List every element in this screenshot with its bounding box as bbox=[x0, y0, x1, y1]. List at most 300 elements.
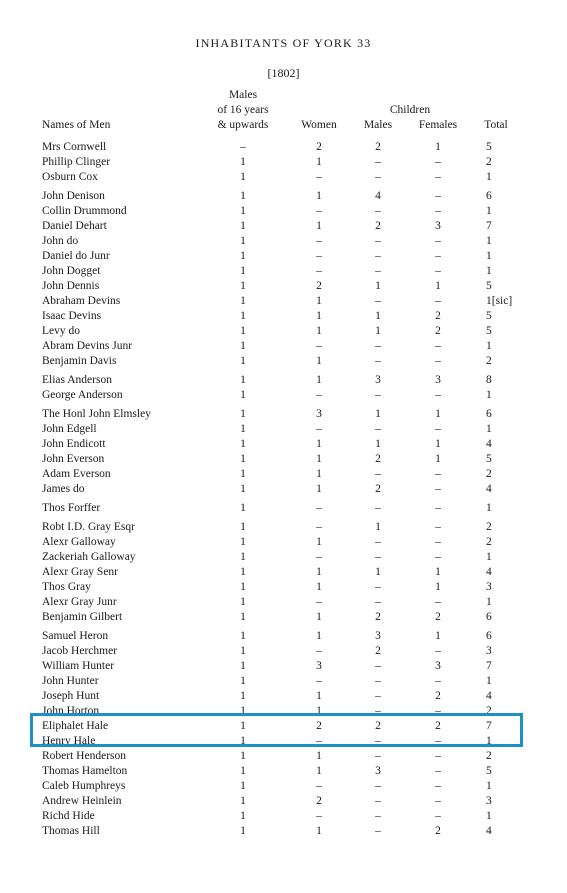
child-males-column-header: Males bbox=[363, 119, 393, 131]
row-total-cell: 1 bbox=[486, 205, 492, 217]
row-total-cell: 7 bbox=[486, 720, 492, 732]
row-cm-cell: – bbox=[375, 581, 381, 593]
row-women-cell: 1 bbox=[316, 310, 322, 322]
row-total-cell: 3 bbox=[486, 645, 492, 657]
table-row bbox=[0, 452, 567, 467]
row-cm-cell: 1 bbox=[375, 310, 381, 322]
row-total-cell: 1 bbox=[486, 675, 492, 687]
row-males-cell: 1 bbox=[240, 310, 246, 322]
row-cf-cell: 3 bbox=[435, 660, 441, 672]
row-cf-cell: – bbox=[435, 765, 441, 777]
row-cf-cell: 2 bbox=[435, 310, 441, 322]
row-cm-cell: – bbox=[375, 340, 381, 352]
row-name: Robert Henderson bbox=[42, 750, 126, 762]
row-cf-cell: – bbox=[435, 596, 441, 608]
row-total-cell: 1 bbox=[486, 423, 492, 435]
table-row bbox=[0, 437, 567, 452]
row-cm-cell: 1 bbox=[375, 280, 381, 292]
row-cf-cell: – bbox=[435, 265, 441, 277]
row-total-cell: 1 bbox=[486, 780, 492, 792]
row-males-cell: 1 bbox=[240, 596, 246, 608]
males-header-line2: of 16 years bbox=[217, 104, 269, 116]
row-cf-cell: 1 bbox=[435, 141, 441, 153]
row-cm-cell: – bbox=[375, 355, 381, 367]
row-name: Alexr Gray Junr bbox=[42, 596, 117, 608]
row-women-cell: 1 bbox=[316, 468, 322, 480]
row-women-cell: 1 bbox=[316, 750, 322, 762]
row-cm-cell: 2 bbox=[375, 141, 381, 153]
row-cm-cell: 1 bbox=[375, 438, 381, 450]
row-women-cell: – bbox=[316, 389, 322, 401]
row-women-cell: 1 bbox=[316, 374, 322, 386]
table-row bbox=[0, 388, 567, 403]
row-women-cell: 1 bbox=[316, 325, 322, 337]
row-cm-cell: – bbox=[375, 389, 381, 401]
row-males-cell: 1 bbox=[240, 566, 246, 578]
row-name: Andrew Heinlein bbox=[42, 795, 122, 807]
women-column-header: Women bbox=[301, 119, 337, 131]
row-males-cell: 1 bbox=[240, 581, 246, 593]
row-cm-cell: – bbox=[375, 536, 381, 548]
row-women-cell: – bbox=[316, 735, 322, 747]
row-cf-cell: – bbox=[435, 171, 441, 183]
row-males-cell: 1 bbox=[240, 355, 246, 367]
row-cf-cell: 3 bbox=[435, 220, 441, 232]
row-total-cell: 1 bbox=[486, 596, 492, 608]
table-row bbox=[0, 170, 567, 185]
row-women-cell: – bbox=[316, 551, 322, 563]
row-cm-cell: – bbox=[375, 825, 381, 837]
row-cm-cell: – bbox=[375, 810, 381, 822]
row-name: John Everson bbox=[42, 453, 105, 465]
row-name: Robt I.D. Gray Esqr bbox=[42, 521, 135, 533]
row-name: Richd Hide bbox=[42, 810, 95, 822]
row-cm-cell: – bbox=[375, 468, 381, 480]
row-cf-cell: – bbox=[435, 551, 441, 563]
row-males-cell: 1 bbox=[240, 265, 246, 277]
row-males-cell: 1 bbox=[240, 220, 246, 232]
row-males-cell: 1 bbox=[240, 735, 246, 747]
row-total-cell: 1 bbox=[486, 340, 492, 352]
row-women-cell: 3 bbox=[316, 408, 322, 420]
row-total-cell: 1 bbox=[486, 265, 492, 277]
row-cm-cell: – bbox=[375, 596, 381, 608]
row-males-cell: 1 bbox=[240, 825, 246, 837]
row-name: Phillip Clinger bbox=[42, 156, 111, 168]
row-males-cell: 1 bbox=[240, 611, 246, 623]
row-cf-cell: – bbox=[435, 810, 441, 822]
row-total-cell: 5 bbox=[486, 765, 492, 777]
row-cm-cell: – bbox=[375, 265, 381, 277]
row-males-cell: 1 bbox=[240, 675, 246, 687]
row-women-cell: 1 bbox=[316, 765, 322, 777]
row-cm-cell: – bbox=[375, 690, 381, 702]
table-row bbox=[0, 422, 567, 437]
row-women-cell: 1 bbox=[316, 453, 322, 465]
row-name: John Horton bbox=[42, 705, 100, 717]
table-row bbox=[0, 219, 567, 234]
row-name: George Anderson bbox=[42, 389, 123, 401]
row-cm-cell: 1 bbox=[375, 521, 381, 533]
row-total-cell: 4 bbox=[486, 825, 492, 837]
row-cf-cell: – bbox=[435, 502, 441, 514]
row-total-cell: 1 bbox=[486, 389, 492, 401]
row-cm-cell: 1 bbox=[375, 325, 381, 337]
row-total-cell: 7 bbox=[486, 220, 492, 232]
table-row bbox=[0, 565, 567, 580]
row-total-cell: 1 bbox=[486, 250, 492, 262]
row-women-cell: 1 bbox=[316, 690, 322, 702]
row-total-cell: 1 bbox=[486, 171, 492, 183]
table-row bbox=[0, 140, 567, 155]
row-cf-cell: 1 bbox=[435, 566, 441, 578]
row-total-cell: 3 bbox=[486, 581, 492, 593]
row-name: Thomas Hamelton bbox=[42, 765, 128, 777]
row-name: Abram Devins Junr bbox=[42, 340, 133, 352]
table-row bbox=[0, 779, 567, 794]
row-total-cell: 1 bbox=[486, 235, 492, 247]
row-women-cell: 1 bbox=[316, 566, 322, 578]
row-males-cell: 1 bbox=[240, 156, 246, 168]
row-name: Collin Drummond bbox=[42, 205, 127, 217]
table-row bbox=[0, 674, 567, 689]
row-cm-cell: – bbox=[375, 295, 381, 307]
row-total-cell: 6 bbox=[486, 630, 492, 642]
table-row bbox=[0, 467, 567, 482]
table-row bbox=[0, 155, 567, 170]
row-women-cell: – bbox=[316, 675, 322, 687]
table-row bbox=[0, 324, 567, 339]
row-males-cell: 1 bbox=[240, 295, 246, 307]
row-women-cell: – bbox=[316, 596, 322, 608]
row-total-cell: 5 bbox=[486, 453, 492, 465]
row-cf-cell: – bbox=[435, 295, 441, 307]
row-women-cell: 1 bbox=[316, 355, 322, 367]
row-cm-cell: – bbox=[375, 205, 381, 217]
table-row bbox=[0, 550, 567, 565]
row-total-cell: 7 bbox=[486, 660, 492, 672]
row-name: Zackeriah Galloway bbox=[42, 551, 136, 563]
row-males-cell: 1 bbox=[240, 720, 246, 732]
row-cm-cell: 1 bbox=[375, 566, 381, 578]
row-cf-cell: – bbox=[435, 205, 441, 217]
row-males-cell: 1 bbox=[240, 521, 246, 533]
row-total-cell: 8 bbox=[486, 374, 492, 386]
row-name: Alexr Galloway bbox=[42, 536, 116, 548]
children-column-header: Children bbox=[389, 104, 431, 116]
row-women-cell: 1 bbox=[316, 295, 322, 307]
row-total-cell: 2 bbox=[486, 521, 492, 533]
row-cf-cell: – bbox=[435, 250, 441, 262]
row-total-cell: 5 bbox=[486, 141, 492, 153]
row-total-cell: 6 bbox=[486, 190, 492, 202]
row-name: Thos Forffer bbox=[42, 502, 101, 514]
highlight-box bbox=[30, 713, 523, 747]
row-cf-cell: 2 bbox=[435, 825, 441, 837]
row-women-cell: – bbox=[316, 502, 322, 514]
row-name: Isaac Devins bbox=[42, 310, 102, 322]
row-name: John Hunter bbox=[42, 675, 99, 687]
row-women-cell: 1 bbox=[316, 825, 322, 837]
row-name: Benjamin Davis bbox=[42, 355, 117, 367]
row-women-cell: – bbox=[316, 645, 322, 657]
row-cm-cell: 2 bbox=[375, 611, 381, 623]
row-cf-cell: – bbox=[435, 705, 441, 717]
row-males-cell: 1 bbox=[240, 765, 246, 777]
row-women-cell: 3 bbox=[316, 660, 322, 672]
row-males-cell: 1 bbox=[240, 438, 246, 450]
row-cm-cell: 4 bbox=[375, 190, 381, 202]
table-row bbox=[0, 595, 567, 610]
row-name: Daniel do Junr bbox=[42, 250, 110, 262]
table-row bbox=[0, 189, 567, 204]
table-row bbox=[0, 580, 567, 595]
year-label: [1802] bbox=[267, 66, 300, 80]
row-males-cell: 1 bbox=[240, 645, 246, 657]
row-women-cell: 2 bbox=[316, 141, 322, 153]
table-row bbox=[0, 794, 567, 809]
row-males-cell: 1 bbox=[240, 630, 246, 642]
row-cf-cell: 2 bbox=[435, 611, 441, 623]
row-total-cell: 1[sic] bbox=[486, 295, 513, 307]
row-males-cell: 1 bbox=[240, 423, 246, 435]
row-males-cell: 1 bbox=[240, 190, 246, 202]
row-total-cell: 1 bbox=[486, 810, 492, 822]
row-total-cell: 2 bbox=[486, 750, 492, 762]
row-name: John Endicott bbox=[42, 438, 106, 450]
row-total-cell: 5 bbox=[486, 325, 492, 337]
row-women-cell: 1 bbox=[316, 611, 322, 623]
row-total-cell: 5 bbox=[486, 310, 492, 322]
row-cf-cell: – bbox=[435, 156, 441, 168]
row-males-cell: 1 bbox=[240, 810, 246, 822]
row-women-cell: 1 bbox=[316, 536, 322, 548]
row-cm-cell: 2 bbox=[375, 453, 381, 465]
row-total-cell: 1 bbox=[486, 551, 492, 563]
row-women-cell: – bbox=[316, 423, 322, 435]
row-women-cell: 1 bbox=[316, 705, 322, 717]
row-cf-cell: 1 bbox=[435, 280, 441, 292]
row-women-cell: 2 bbox=[316, 280, 322, 292]
row-cm-cell: – bbox=[375, 660, 381, 672]
table-row bbox=[0, 482, 567, 497]
row-males-cell: 1 bbox=[240, 205, 246, 217]
row-total-cell: 4 bbox=[486, 566, 492, 578]
table-row bbox=[0, 809, 567, 824]
row-name: Daniel Dehart bbox=[42, 220, 107, 232]
row-cf-cell: 3 bbox=[435, 374, 441, 386]
row-total-cell: 4 bbox=[486, 690, 492, 702]
row-total-cell: 2 bbox=[486, 536, 492, 548]
row-name: Joseph Hunt bbox=[42, 690, 100, 702]
row-males-cell: 1 bbox=[240, 483, 246, 495]
table-row bbox=[0, 749, 567, 764]
table-row bbox=[0, 294, 567, 309]
row-males-cell: 1 bbox=[240, 551, 246, 563]
row-males-cell: 1 bbox=[240, 795, 246, 807]
row-name: Thomas Hill bbox=[42, 825, 100, 837]
row-cm-cell: – bbox=[375, 156, 381, 168]
table-row bbox=[0, 501, 567, 516]
row-women-cell: – bbox=[316, 250, 322, 262]
table-row bbox=[0, 520, 567, 535]
row-name: Benjamin Gilbert bbox=[42, 611, 123, 623]
page-header: INHABITANTS OF YORK 33 bbox=[195, 36, 372, 50]
row-cm-cell: – bbox=[375, 780, 381, 792]
row-cf-cell: 2 bbox=[435, 720, 441, 732]
row-cf-cell: – bbox=[435, 235, 441, 247]
row-women-cell: 1 bbox=[316, 438, 322, 450]
row-name: Abraham Devins bbox=[42, 295, 121, 307]
row-women-cell: – bbox=[316, 205, 322, 217]
table-row bbox=[0, 339, 567, 354]
row-cm-cell: – bbox=[375, 250, 381, 262]
row-name: Thos Gray bbox=[42, 581, 91, 593]
row-males-cell: 1 bbox=[240, 750, 246, 762]
row-males-cell: 1 bbox=[240, 780, 246, 792]
row-name: Adam Everson bbox=[42, 468, 111, 480]
row-name: Alexr Gray Senr bbox=[42, 566, 119, 578]
table-row bbox=[0, 824, 567, 839]
row-cm-cell: 2 bbox=[375, 720, 381, 732]
row-total-cell: 2 bbox=[486, 468, 492, 480]
table-row bbox=[0, 764, 567, 779]
row-males-cell: 1 bbox=[240, 408, 246, 420]
row-cf-cell: 2 bbox=[435, 690, 441, 702]
males-header-line1: Males bbox=[228, 89, 258, 101]
row-cf-cell: – bbox=[435, 389, 441, 401]
row-cm-cell: – bbox=[375, 735, 381, 747]
row-cf-cell: – bbox=[435, 423, 441, 435]
row-name: Osburn Cox bbox=[42, 171, 98, 183]
row-women-cell: – bbox=[316, 521, 322, 533]
row-cf-cell: – bbox=[435, 355, 441, 367]
row-cm-cell: – bbox=[375, 795, 381, 807]
row-name: Caleb Humphreys bbox=[42, 780, 126, 792]
row-total-cell: 5 bbox=[486, 280, 492, 292]
row-women-cell: 1 bbox=[316, 190, 322, 202]
row-cf-cell: 1 bbox=[435, 630, 441, 642]
row-women-cell: 1 bbox=[316, 581, 322, 593]
row-cm-cell: – bbox=[375, 705, 381, 717]
table-row bbox=[0, 689, 567, 704]
row-males-cell: 1 bbox=[240, 536, 246, 548]
row-cm-cell: 3 bbox=[375, 765, 381, 777]
row-women-cell: – bbox=[316, 340, 322, 352]
row-cf-cell: – bbox=[435, 190, 441, 202]
table-row bbox=[0, 644, 567, 659]
row-males-cell: 1 bbox=[240, 171, 246, 183]
table-row bbox=[0, 373, 567, 388]
row-cm-cell: 1 bbox=[375, 408, 381, 420]
row-males-cell: 1 bbox=[240, 250, 246, 262]
row-cm-cell: 3 bbox=[375, 374, 381, 386]
row-name: Eliphalet Hale bbox=[42, 720, 109, 732]
row-name: John Dogget bbox=[42, 265, 101, 277]
row-cf-cell: – bbox=[435, 521, 441, 533]
row-women-cell: 2 bbox=[316, 795, 322, 807]
row-males-cell: 1 bbox=[240, 235, 246, 247]
row-name: John Edgell bbox=[42, 423, 97, 435]
row-males-cell: 1 bbox=[240, 660, 246, 672]
row-cf-cell: – bbox=[435, 795, 441, 807]
row-cm-cell: – bbox=[375, 750, 381, 762]
row-name: William Hunter bbox=[42, 660, 115, 672]
row-males-cell: 1 bbox=[240, 389, 246, 401]
row-women-cell: 1 bbox=[316, 220, 322, 232]
row-males-cell: 1 bbox=[240, 690, 246, 702]
row-cf-cell: 2 bbox=[435, 325, 441, 337]
row-total-cell: 4 bbox=[486, 483, 492, 495]
row-women-cell: – bbox=[316, 780, 322, 792]
row-total-cell: 1 bbox=[486, 502, 492, 514]
table-row bbox=[0, 407, 567, 422]
names-column-header: Names of Men bbox=[42, 119, 111, 131]
row-women-cell: 2 bbox=[316, 720, 322, 732]
row-women-cell: – bbox=[316, 810, 322, 822]
row-name: James do bbox=[42, 483, 85, 495]
table-row bbox=[0, 610, 567, 625]
row-males-cell: 1 bbox=[240, 453, 246, 465]
row-cm-cell: – bbox=[375, 675, 381, 687]
table-row bbox=[0, 279, 567, 294]
table-row bbox=[0, 234, 567, 249]
row-males-cell: – bbox=[240, 141, 246, 153]
row-cf-cell: – bbox=[435, 536, 441, 548]
row-name: John Dennis bbox=[42, 280, 100, 292]
males-header-line3: & upwards bbox=[217, 119, 269, 131]
row-cf-cell: 1 bbox=[435, 438, 441, 450]
row-cf-cell: – bbox=[435, 468, 441, 480]
row-cf-cell: – bbox=[435, 750, 441, 762]
row-cm-cell: – bbox=[375, 551, 381, 563]
row-name: Henry Hale bbox=[42, 735, 96, 747]
row-name: Levy do bbox=[42, 325, 81, 337]
row-name: Mrs Cornwell bbox=[42, 141, 107, 153]
row-total-cell: 2 bbox=[486, 355, 492, 367]
males-column-header bbox=[205, 88, 281, 133]
row-cm-cell: – bbox=[375, 235, 381, 247]
total-column-header: Total bbox=[484, 119, 508, 131]
row-cf-cell: – bbox=[435, 340, 441, 352]
row-cf-cell: 1 bbox=[435, 408, 441, 420]
table-row bbox=[0, 309, 567, 324]
row-name: Jacob Herchmer bbox=[42, 645, 118, 657]
row-total-cell: 6 bbox=[486, 611, 492, 623]
row-name: The Honl John Elmsley bbox=[42, 408, 151, 420]
row-cf-cell: 1 bbox=[435, 453, 441, 465]
table-row bbox=[0, 249, 567, 264]
row-cf-cell: – bbox=[435, 675, 441, 687]
row-cf-cell: 1 bbox=[435, 581, 441, 593]
row-cf-cell: – bbox=[435, 645, 441, 657]
row-name: Samuel Heron bbox=[42, 630, 109, 642]
row-males-cell: 1 bbox=[240, 340, 246, 352]
row-women-cell: – bbox=[316, 265, 322, 277]
row-males-cell: 1 bbox=[240, 374, 246, 386]
row-cm-cell: – bbox=[375, 423, 381, 435]
row-cm-cell: 2 bbox=[375, 483, 381, 495]
row-total-cell: 4 bbox=[486, 438, 492, 450]
row-cf-cell: – bbox=[435, 780, 441, 792]
row-cm-cell: 2 bbox=[375, 645, 381, 657]
child-females-column-header: Females bbox=[418, 119, 458, 131]
row-name: John Denison bbox=[42, 190, 105, 202]
row-total-cell: 1 bbox=[486, 735, 492, 747]
row-males-cell: 1 bbox=[240, 280, 246, 292]
row-name: John do bbox=[42, 235, 79, 247]
table-row bbox=[0, 354, 567, 369]
